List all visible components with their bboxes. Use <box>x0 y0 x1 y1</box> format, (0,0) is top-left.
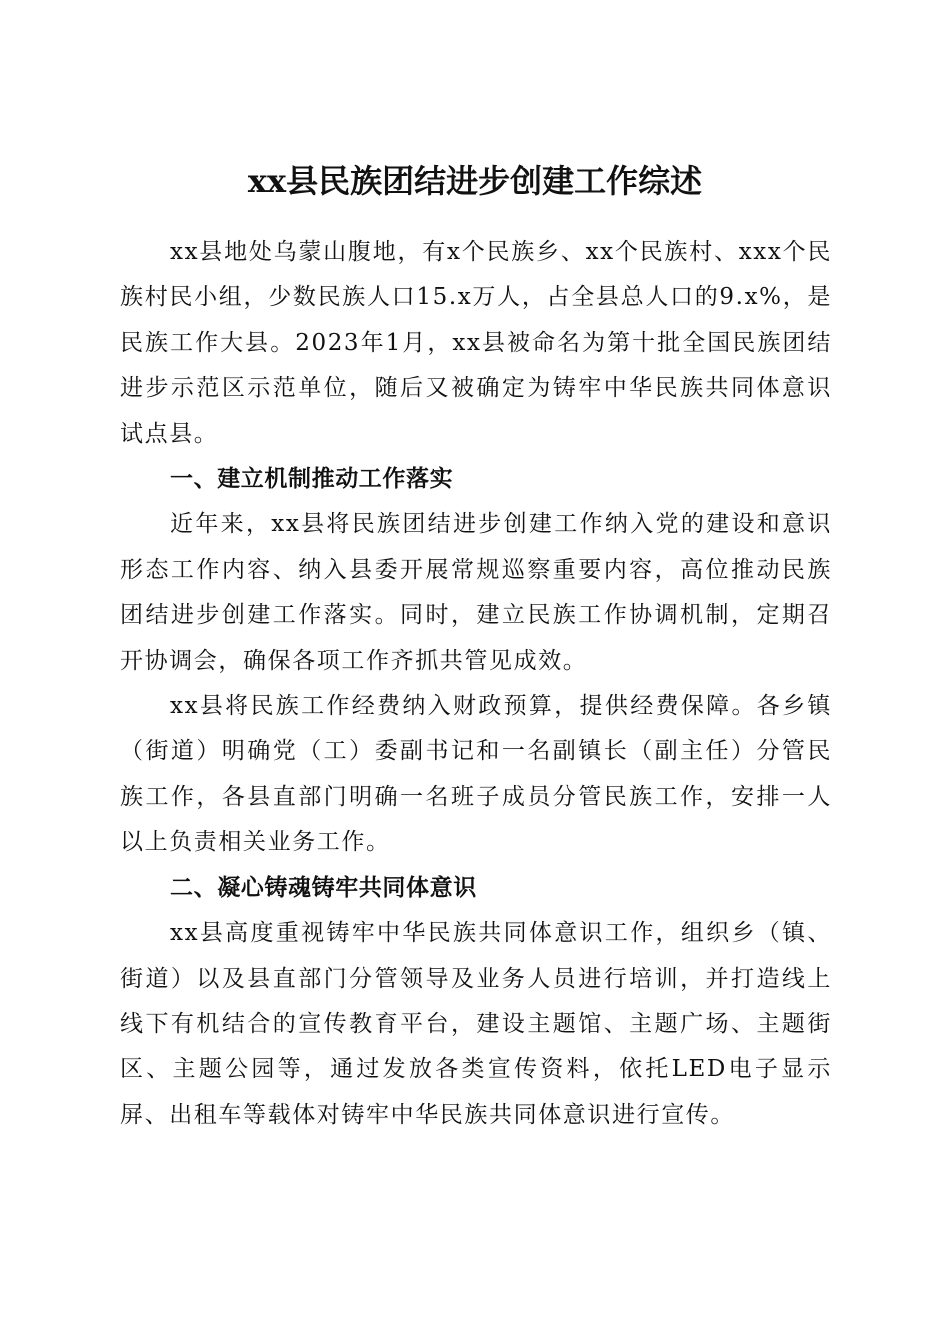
document-body <box>120 230 832 1138</box>
section-heading-2: 二、凝心铸魂铸牢共同体意识 <box>170 874 477 901</box>
intro-paragraph: xx县地处乌蒙山腹地，有x个民族乡、xx个民族村、xxx个民族村民小组，少数民族人口15.x万人，占全县总人口的9.x%，是民族工作大县。2023年1月，xx县被命名为第十批全国民族团结进步示范区示范单位，随后又被确定为铸牢中华民族共同体意识试点县。 <box>120 239 832 447</box>
section-heading-1: 一、建立机制推动工作落实 <box>170 466 454 493</box>
section-2-paragraph-1: xx县高度重视铸牢中华民族共同体意识工作，组织乡（镇、街道）以及县直部门分管领导及业务人员进行培训，并打造线上线下有机结合的宣传教育平台，建设主题馆、主题广场、主题街区、主题公园等，通过发放各类宣传资料，依托LED电子显示屏、出租车等载体对铸牢中华民族共同体意识进行宣传。 <box>120 920 832 1128</box>
section-1-paragraph-2: xx县将民族工作经费纳入财政预算，提供经费保障。各乡镇（街道）明确党（工）委副书记和一名副镇长（副主任）分管民族工作，各县直部门明确一名班子成员分管民族工作，安排一人以上负责相关业务工作。 <box>120 693 832 856</box>
document-title: xx县民族团结进步创建工作综述 <box>247 162 703 201</box>
section-1-paragraph-1: 近年来，xx县将民族团结进步创建工作纳入党的建设和意识形态工作内容、纳入县委开展常规巡察重要内容，高位推动民族团结进步创建工作落实。同时，建立民族工作协调机制，定期召开协调会，确保各项工作齐抓共管见成效。 <box>120 511 832 674</box>
